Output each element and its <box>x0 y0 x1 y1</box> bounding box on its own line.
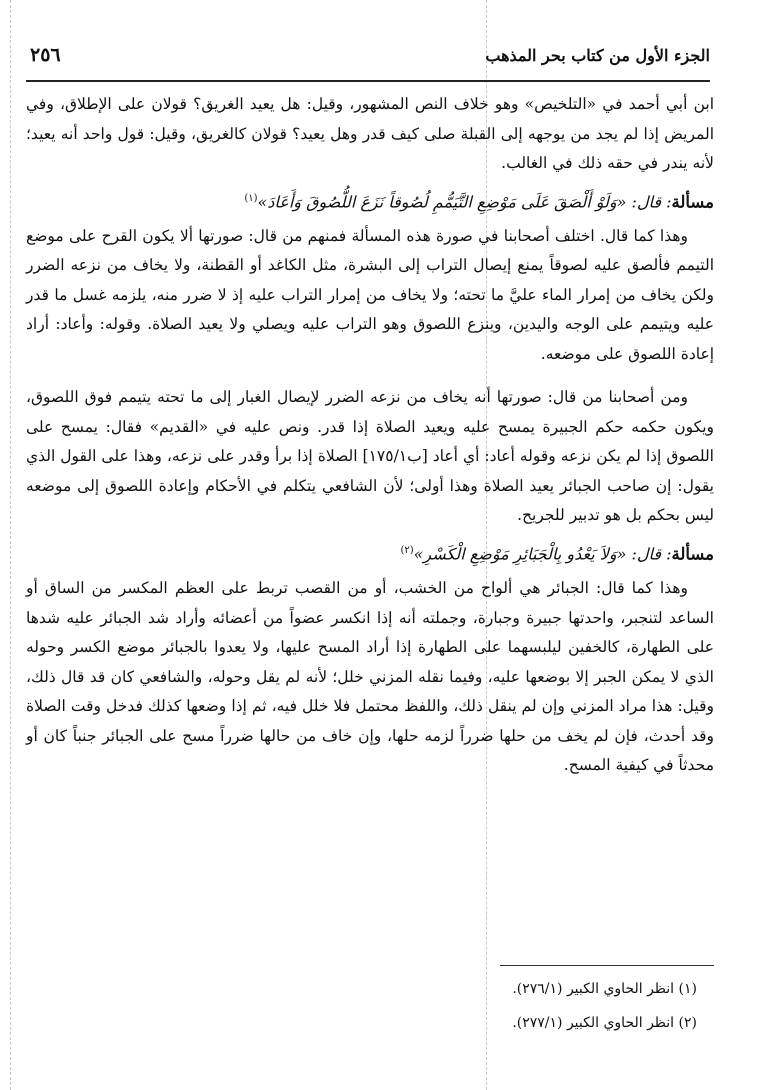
footnotes <box>197 972 697 1040</box>
masala-1-text: : قال: «وَلَوْ أَلْصَقَ عَلَى مَوْضِعِ التَّيَمُّمِ لُصُوقاً نَزَعَ اللُّصُوقَ وَأَعَادَ» <box>257 191 672 211</box>
paragraph-1: ابن أبي أحمد في «التلخيص» وهو خلاف النص المشهور، وقيل: هل يعيد الغريق؟ قولان على الإطلاق، وفي المريض إذا لم يجد من يوجهه إلى القبلة صلى كيف قدر وهل يعيد؟ قولان كالغريق، وقيل: قول واحد أنه يعيد؛ لأنه يندر في حقه ذلك في الغالب. <box>26 95 714 172</box>
masala-1-label: مسألة <box>671 191 714 211</box>
paragraph-4: وهذا كما قال: الجبائر هي ألواح من الخشب، أو من القصب تربط على العظم المكسر من الساق أو الساعد لتنجبر، واحدتها جبيرة وجبارة، وجملته أنه إذا انكسر عضواً من أعضائه وأراد شد الجبائر عليه شدها على الطهارة، كالخفين ليلبسهما على الطهارة إذا أراد المسح عليها، ولا يعدوا بالجبائر موضع الكسر وحوله الذي لا يمكن الجبر إلا بوضعها عليه، وفيما نقله المزني خلل؛ لأنه لم يقل وحوله، والشافعي كان قد قال ذلك، وقيل: هذا مراد المزني وإن لم ينقل ذلك، واللفظ محتمل فلا خلل فيه، ثم إذا وضعها كذلك فدخل وقت الصلاة وقد أحدث، فإن لم يخف من حلها ضرراً لزمه حلها، وإن خاف من حالها ضرراً مسح على الجبائر جنباً كان أو محدثاً في كيفية المسح. <box>26 579 714 775</box>
footnote-1: (١) انظر الحاوي الكبير (٢٧٦/١). <box>512 981 697 997</box>
masala-2-text: : قال: «وَلاَ يَعْدُو بِالْجَبَائِرِ مَوْضِعِ الْكَسْرِ» <box>413 544 672 564</box>
page-header <box>26 40 710 82</box>
main-text <box>26 90 714 781</box>
scan-margin-line <box>10 0 11 1090</box>
running-title: الجزء الأول من كتاب بحر المذهب <box>485 46 710 65</box>
page-number: ٢٥٦ <box>30 44 61 66</box>
paragraph-2: وهذا كما قال. اختلف أصحابنا في صورة هذه المسألة فمنهم من قال: صورتها ألا يكون القرح على موضع التيمم فألصق عليه لصوقاً يمنع إيصال التراب إلى البشرة، مثل الكاغد أو القطنة، ولا يخاف من نزعه الضرر ولكن يخاف من إمرار الماء عليَّ ما تحته؛ ولا يخاف من إمرار التراب عليه إذ لا ضرر منه، يلزمه غسل ما قدر عليه ويتيمم على الوجه واليدين، وينزع اللصوق وهو التراب عليه ويصلي ولا يعيد الصلاة. وقوله: وأعاد: أراد إعادة اللصوق على موضعه. <box>26 226 714 363</box>
paragraph-3: ومن أصحابنا من قال: صورتها أنه يخاف من نزعه الضرر لإيصال الغبار إلى ما تحته يتيمم فوق اللصوق، ويكون حكمه حكم الجبيرة يمسح عليه ويعيد الصلاة إذا قدر. ونص عليه في «القديم» فقال: يمسح على اللصوق إذا لم يكن نزعه وقوله أعاد: أي أعاد [ب١٧٥/١] الصلاة إذا برأ وقدر على نزعه، وهذا على القول الذي يقول: إن صاحب الجبائر يعيد الصلاة وهذا أولى؛ لأن الشافعي يتكلم في الأحكام وإعادة اللصوق إلى موضعه ليس بحكم بل هو تدبير للجريح. <box>26 388 714 525</box>
footnote-divider <box>500 965 714 966</box>
footnote-ref-1: (١) <box>244 192 258 204</box>
footnote-ref-2: (٢) <box>400 544 414 556</box>
footnote-2: (٢) انظر الحاوي الكبير (٢٧٧/١). <box>512 1015 697 1031</box>
masala-2-label: مسألة <box>671 544 714 564</box>
masala-2 <box>26 531 714 574</box>
masala-1 <box>26 179 714 222</box>
